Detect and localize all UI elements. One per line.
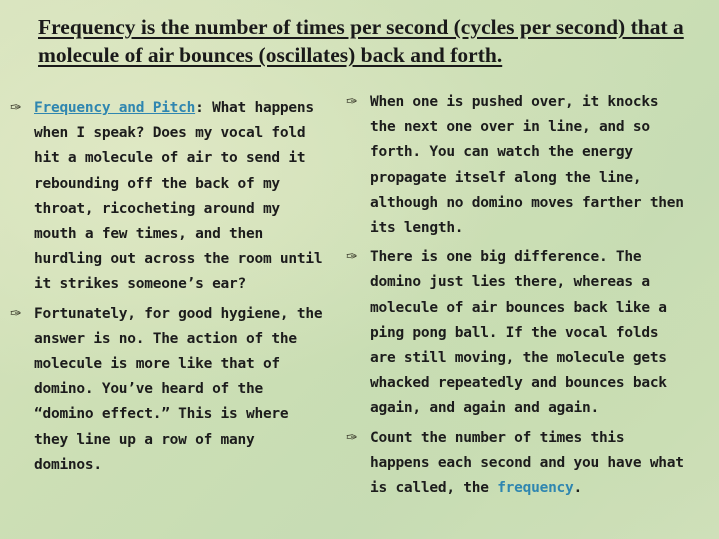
bullet-frequency-and-pitch	[10, 96, 328, 298]
left-column	[10, 96, 328, 482]
bullet-count-frequency	[346, 426, 686, 502]
frequency-term: frequency	[497, 480, 574, 497]
bullet-text: : What happens when I speak? Does my vocal fold hit a molecule of air to send it rebounding off the back of my throat, ricocheting around my mouth a few times, and then hurdling out across the room until it strikes someone’s ear?	[34, 100, 323, 293]
feather-pen-icon: ✑	[346, 429, 358, 446]
feather-pen-icon: ✑	[346, 249, 358, 266]
frequency-and-pitch-heading: Frequency and Pitch	[34, 100, 196, 116]
feather-pen-icon: ✑	[10, 100, 22, 116]
bullet-text-end: .	[573, 480, 583, 497]
feather-pen-icon: ✑	[10, 305, 22, 322]
bullet-fortunately	[10, 302, 328, 478]
bullet-domino-pushed	[346, 90, 686, 241]
bullet-text: Fortunately, for good hygiene, the answer is no. The action of the molecule is more like that of domino. You’ve heard of the “domino effect.” This is where they line up a row of many dominos.	[34, 305, 323, 473]
feather-pen-icon: ✑	[346, 94, 358, 110]
bullet-text: Count the number of times this happens each second and you have what is called, the	[370, 429, 684, 497]
slide-title: Frequency is the number of times per second (cycles per second) that a molecule of air bounces (oscillates) back and forth.	[38, 15, 684, 67]
bullet-text: There is one big difference. The domino just lies there, whereas a molecule of air bounces back like a ping pong ball. If the vocal folds are still moving, the molecule gets whacked repeatedly and bounces back again, and again and again.	[370, 249, 667, 417]
right-column	[346, 90, 686, 505]
bullet-big-difference	[346, 245, 686, 421]
bullet-text: When one is pushed over, it knocks the next one over in line, and so forth. You can watch the energy propagate itself along the line, although no domino moves farther then its length.	[370, 94, 684, 237]
